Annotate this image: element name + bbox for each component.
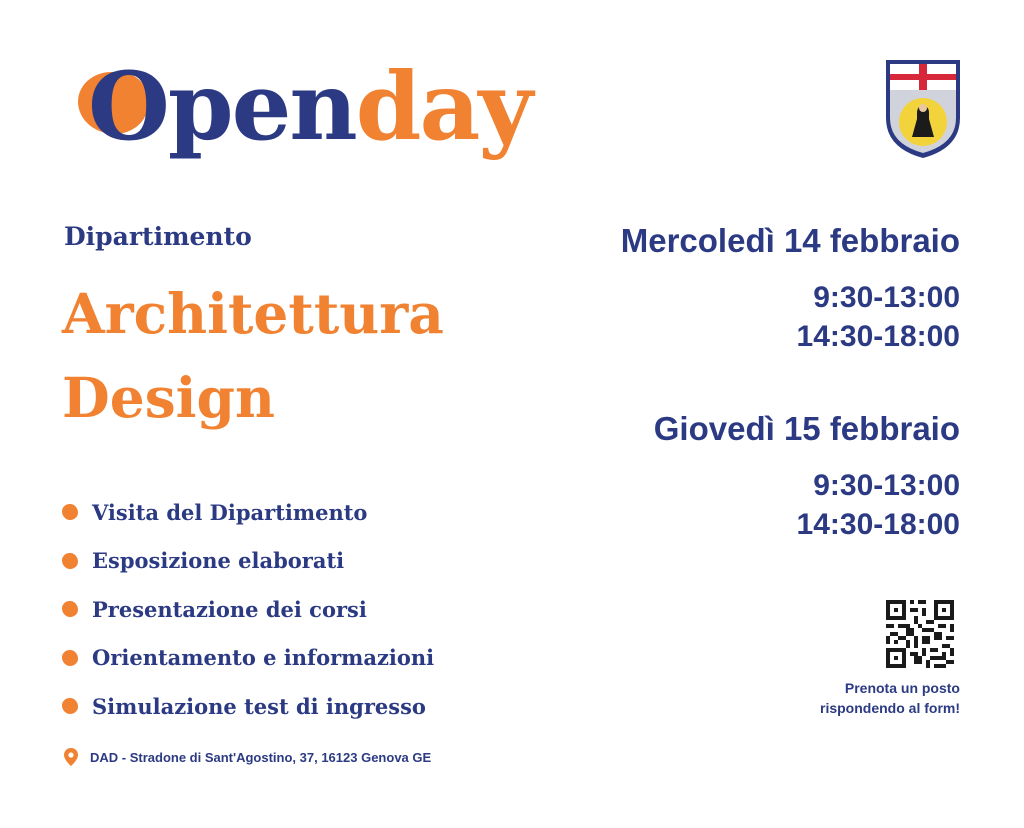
- orange-dot-icon: [62, 698, 78, 714]
- university-crest-icon: [882, 56, 964, 160]
- department-name-line1: Architettura: [62, 281, 444, 346]
- address-text: DAD - Stradone di Sant'Agostino, 37, 16123 Genova GE: [90, 749, 432, 765]
- time-slot: 14:30-18:00: [796, 320, 960, 353]
- activity-label: Simulazione test di ingresso: [92, 693, 426, 719]
- department-name: [62, 272, 444, 440]
- cta-line1: Prenota un posto: [844, 680, 960, 696]
- cta-line2: rispondendo al form!: [820, 700, 960, 716]
- booking-call-to-action: [760, 678, 960, 718]
- day-schedule-2: [654, 410, 960, 544]
- time-slot: 9:30-13:00: [813, 469, 960, 502]
- orange-dot-icon: [62, 650, 78, 666]
- department-label: Dipartimento: [64, 222, 252, 251]
- day-title: Giovedì 15 febbraio: [653, 410, 960, 447]
- activity-item: [62, 537, 434, 586]
- logo-text: [88, 52, 531, 162]
- time-slots: [621, 278, 960, 356]
- qr-code-icon[interactable]: [886, 600, 954, 668]
- activity-item: [62, 634, 434, 683]
- orange-dot-icon: [62, 601, 78, 617]
- activities-list: [62, 488, 434, 731]
- time-slots: [654, 466, 960, 544]
- time-slot: 14:30-18:00: [796, 508, 960, 541]
- activity-label: Esposizione elaborati: [92, 548, 345, 574]
- department-name-line2: Design: [62, 365, 275, 430]
- orange-dot-icon: [62, 504, 78, 520]
- activity-item: [62, 682, 434, 731]
- address: [64, 748, 431, 766]
- activity-label: Presentazione dei corsi: [92, 596, 367, 622]
- activity-label: Orientamento e informazioni: [92, 645, 435, 671]
- activity-label: Visita del Dipartimento: [92, 499, 368, 525]
- orange-dot-icon: [62, 553, 78, 569]
- day-title: Mercoledì 14 febbraio: [620, 222, 960, 259]
- logo-text-open: Open: [88, 52, 356, 162]
- day-schedule-1: [621, 222, 960, 356]
- activity-item: [62, 585, 434, 634]
- time-slot: 9:30-13:00: [813, 281, 960, 314]
- map-pin-icon: [64, 748, 78, 766]
- logo-text-day: day: [355, 52, 532, 162]
- activity-item: [62, 488, 434, 537]
- openday-logo: [78, 52, 538, 167]
